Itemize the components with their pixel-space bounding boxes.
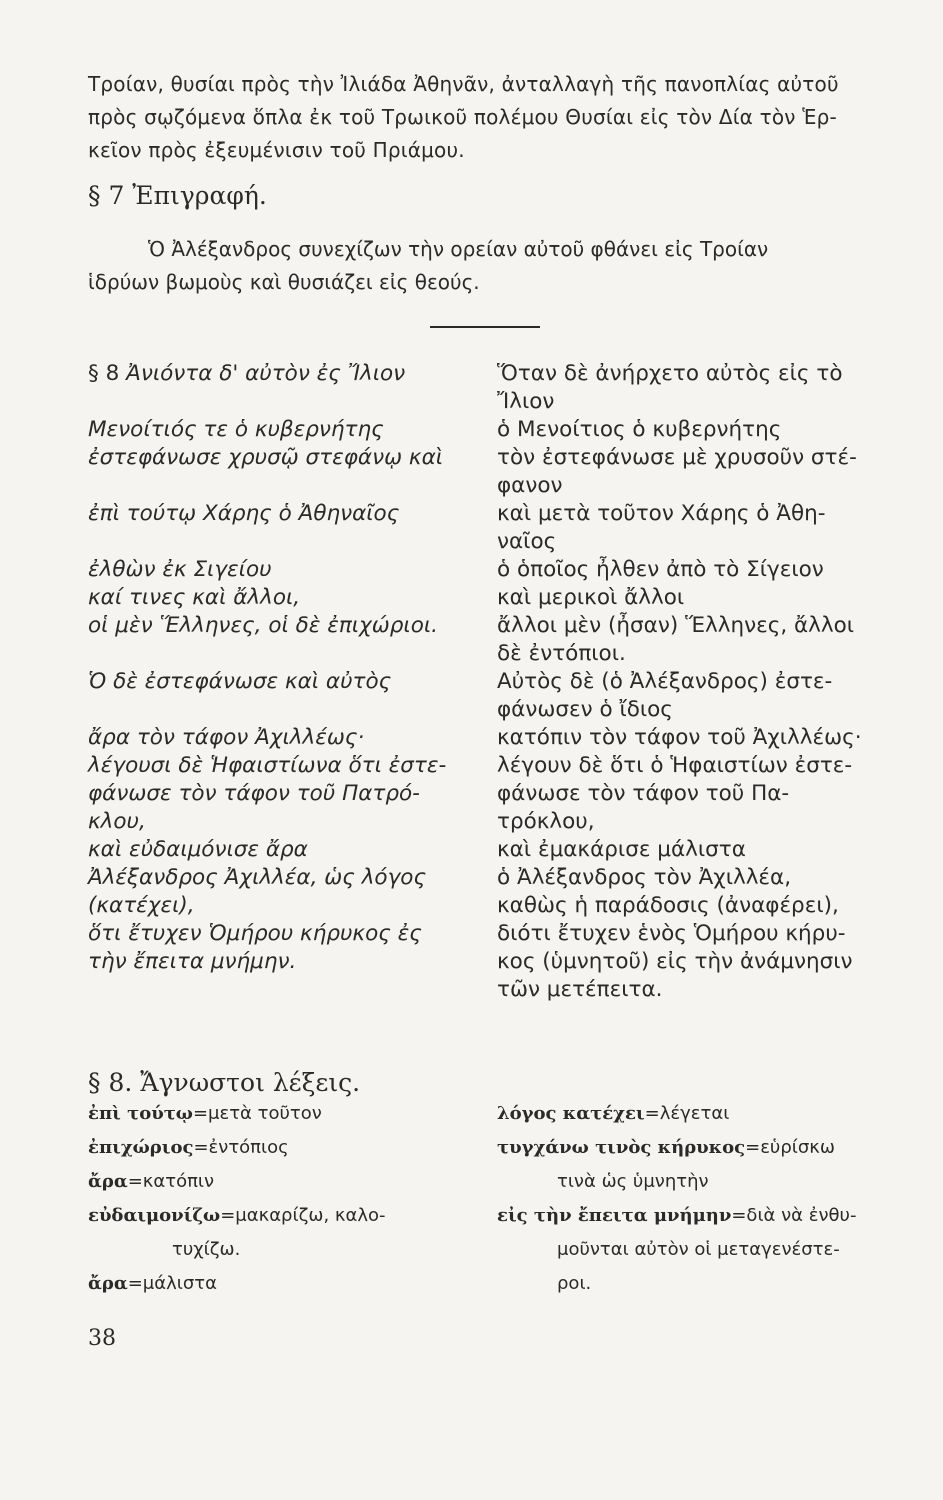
ancient-line: Ὁ δὲ ἐστεφάνωσε καὶ αὐτὸς [88, 669, 392, 694]
vocab-term: ἐπὶ τούτῳ [88, 1103, 193, 1124]
vocab-term: εἰς τὴν ἔπειτα μνήμην [497, 1205, 732, 1226]
vocab-continuation: μοῦνται αὐτὸν οἱ μεταγενέστε- [557, 1239, 840, 1260]
page-number: 38 [88, 1326, 116, 1351]
section-8-heading: § 8. Ἄγνωστοι λέξεις. [88, 1068, 361, 1097]
ancient-line: Μενοίτιός τε ὁ κυβερνήτης [88, 417, 384, 442]
vocab-entry [497, 1097, 917, 1131]
translation-line: ὁ ὁποῖος ἦλθεν ἀπὸ τὸ Σίγειον [497, 557, 824, 582]
translation-line: διότι ἔτυχεν ἑνὸς Ὁμήρου κήρυ- [497, 921, 846, 946]
section-7-heading: § 7 Ἐπιγραφή. [88, 181, 267, 210]
section-7-line: ἱδρύων βωμοὺς καὶ θυσιάζει εἰς θεούς. [88, 270, 480, 294]
vocab-entry [88, 1267, 488, 1301]
translation-line: λέγουν δὲ ὅτι ὁ Ἡφαιστίων ἐστε- [497, 753, 853, 778]
vocab-continuation: ροι. [557, 1273, 592, 1294]
translation-line: ὁ Ἀλέξανδρος τὸν Ἀχιλλέα, [497, 865, 792, 890]
intro-line: Τροίαν, θυσίαι πρὸς τὴν Ἰλιάδα Ἀθηνᾶν, ἀνταλλαγὴ τῆς πανοπλίας αὐτοῦ [88, 72, 839, 96]
vocab-continuation: τινὰ ὡς ὑμνητὴν [557, 1171, 709, 1192]
ancient-line: λέγουσι δὲ Ἡφαιστίωνα ὅτι ἐστε- [88, 753, 447, 778]
vocab-entry [88, 1165, 488, 1199]
ancient-line: ἐλθὼν ἐκ Σιγείου [88, 557, 272, 582]
section-mark: § 8 [88, 361, 120, 386]
translation-line: κος (ὑμνητοῦ) εἰς τὴν ἀνάμνησιν [497, 949, 853, 974]
vocab-term: ἄρα [88, 1273, 128, 1294]
translation-line: τῶν μετέπειτα. [497, 977, 663, 1002]
translation-line: Ἴλιον [497, 389, 555, 414]
ancient-line: ἐπὶ τούτῳ Χάρης ὁ Ἀθηναῖος [88, 501, 400, 526]
ancient-line: Ἀνιόντα δ' αὐτὸν ἐς Ἴλιον [126, 361, 406, 386]
vocab-entry [497, 1199, 917, 1233]
ancient-line: φάνωσε τὸν τάφον τοῦ Πατρό- [88, 781, 420, 806]
vocab-entry [88, 1131, 488, 1165]
vocab-definition: =μάλιστα [127, 1273, 217, 1294]
translation-line: καθὼς ἡ παράδοσις (ἀναφέρει), [497, 893, 839, 918]
translation-line: τρόκλου, [497, 809, 595, 834]
ancient-line: Ἀλέξανδρος Ἀχιλλέα, ὡς λόγος [88, 865, 427, 890]
vocab-definition: =μακαρίζω, καλο- [220, 1205, 386, 1226]
vocab-definition: =διὰ νὰ ἐνθυ- [731, 1205, 857, 1226]
ancient-line: καί τινες καὶ ἄλλοι, [88, 585, 301, 610]
vocab-term: ἐπιχώριος [88, 1137, 194, 1158]
translation-line: Αὐτὸς δὲ (ὁ Ἀλέξανδρος) ἐστε- [497, 669, 833, 694]
translation-line: κατόπιν τὸν τάφον τοῦ Ἀχιλλέως· [497, 725, 862, 750]
ancient-line: καὶ εὐδαιμόνισε ἄρα [88, 837, 308, 862]
intro-line: κεῖον πρὸς ἐξευμένισιν τοῦ Πριάμου. [88, 138, 465, 162]
vocab-term: ἄρα [88, 1171, 128, 1192]
section-7-line: Ὁ Ἀλέξανδρος συνεχίζων τὴν ορείαν αὐτοῦ φθάνει εἰς Τροίαν [148, 237, 769, 261]
vocab-entry [88, 1199, 488, 1233]
vocab-term: εὐδαιμονίζω [88, 1205, 221, 1226]
translation-line: δὲ ἐντόπιοι. [497, 641, 626, 666]
translation-line: φάνωσεν ὁ ἴδιος [497, 697, 673, 722]
intro-line: πρὸς σῳζόμενα ὅπλα ἐκ τοῦ Τρωικοῦ πολέμου Θυσίαι εἰς τὸν Δία τὸν Ἑρ- [88, 105, 837, 129]
vocabulary-right [497, 1097, 917, 1301]
vocab-definition: =μετὰ τοῦτον [192, 1103, 322, 1124]
translation-line: τὸν ἐστεφάνωσε μὲ χρυσοῦν στέ- [497, 445, 857, 470]
vocab-definition: =κατόπιν [127, 1171, 215, 1192]
translation-line: καὶ ἐμακάρισε μάλιστα [497, 837, 746, 862]
translation-column [497, 360, 917, 1004]
intro-paragraph [88, 68, 878, 167]
translation-line: Ὅταν δὲ ἀνήρχετο αὐτὸς εἰς τὸ [497, 361, 843, 386]
translation-line: καὶ μερικοὶ ἄλλοι [497, 585, 685, 610]
vocab-entry [88, 1097, 488, 1131]
vocab-term: τυγχάνω τινὸς κήρυκος [497, 1137, 746, 1158]
vocab-definition: =ἐντόπιος [193, 1137, 289, 1158]
section-divider [430, 326, 540, 328]
vocab-term: λόγος κατέχει [497, 1103, 645, 1124]
vocab-entry [497, 1131, 917, 1165]
ancient-line: ἐστεφάνωσε χρυσῷ στεφάνῳ καὶ [88, 445, 444, 470]
vocab-definition: =εὑρίσκω [745, 1137, 835, 1158]
translation-line: ναῖος [497, 529, 557, 554]
vocabulary-left [88, 1097, 488, 1301]
translation-line: φάνωσε τὸν τάφον τοῦ Πα- [497, 781, 790, 806]
ancient-line: (κατέχει), [88, 893, 195, 918]
section-7-body [88, 233, 888, 299]
ancient-line: κλου, [88, 809, 146, 834]
ancient-line: τὴν ἔπειτα μνήμην. [88, 949, 297, 974]
translation-line: καὶ μετὰ τοῦτον Χάρης ὁ Ἀθη- [497, 501, 826, 526]
vocab-continuation: τυχίζω. [172, 1239, 241, 1260]
ancient-text-column [88, 360, 488, 976]
translation-line: φανον [497, 473, 563, 498]
translation-line: ἄλλοι μὲν (ἦσαν) Ἕλληνες, ἄλλοι [497, 613, 855, 638]
ancient-first-line [88, 360, 488, 388]
translation-line: ὁ Μενοίτιος ὁ κυβερνήτης [497, 417, 782, 442]
vocab-definition: =λέγεται [644, 1103, 730, 1124]
ancient-line: ἄρα τὸν τάφον Ἀχιλλέως· [88, 725, 365, 750]
ancient-line: ὅτι ἔτυχεν Ὁμήρου κήρυκος ἐς [88, 921, 422, 946]
ancient-line: οἱ μὲν Ἕλληνες, οἱ δὲ ἐπιχώριοι. [88, 613, 438, 638]
